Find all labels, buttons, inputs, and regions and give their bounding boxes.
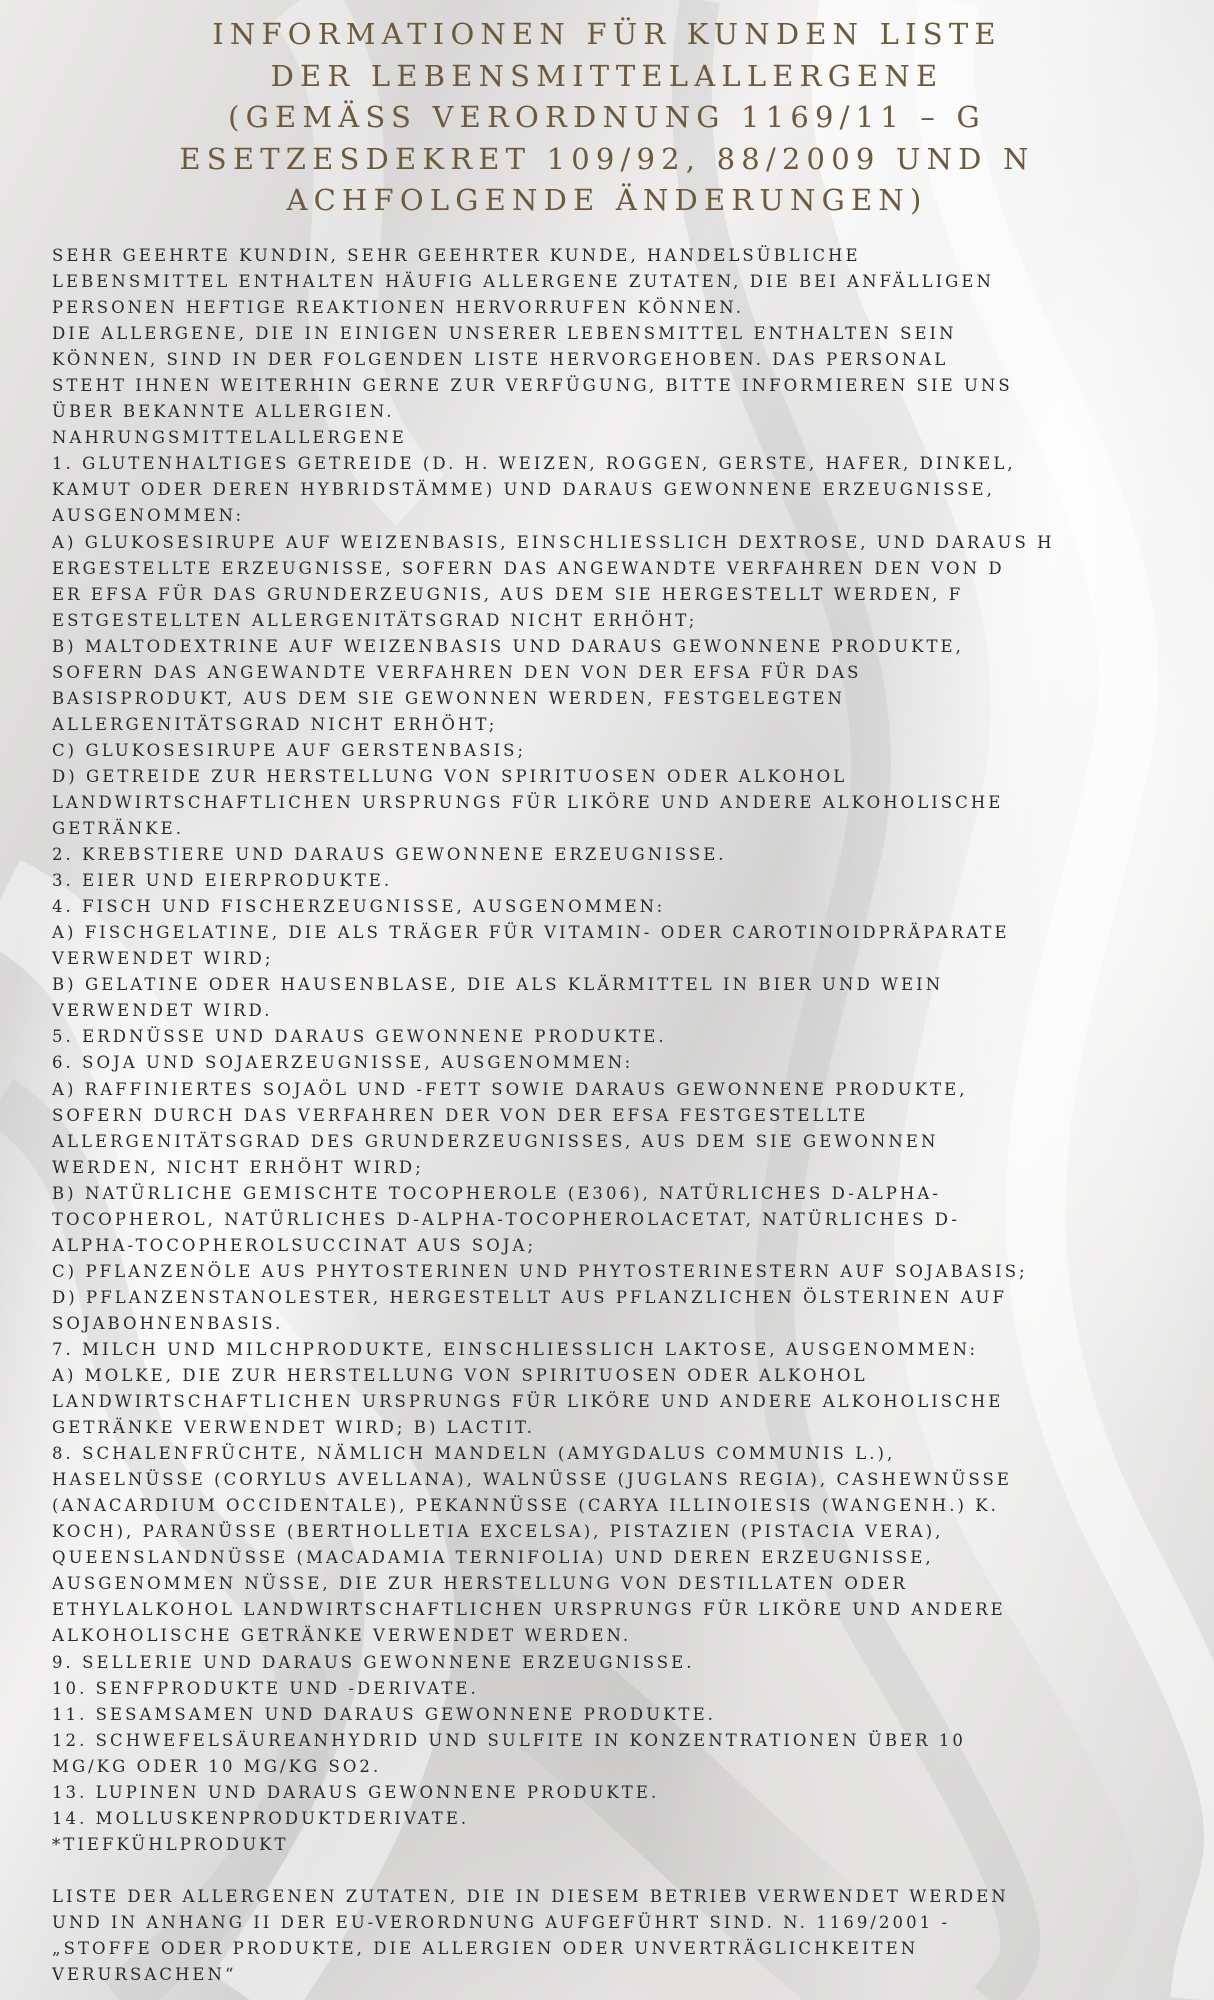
allergen-line: GETRÄNKE VERWENDET WIRD; B) LACTIT. <box>52 1418 535 1438</box>
allergen-line: BASISPRODUKT, AUS DEM SIE GEWONNEN WERDEN, FESTGELEGTEN <box>52 688 845 708</box>
footer-line: „STOFFE ODER PRODUKTE, DIE ALLERGIEN ODER UNVERTRÄGLICHKEITEN <box>52 1939 919 1959</box>
allergen-line: GETRÄNKE. <box>52 819 185 839</box>
allergen-line: 9. SELLERIE UND DARAUS GEWONNENE ERZEUGNISSE. <box>52 1652 695 1672</box>
allergen-line: HASELNÜSSE (CORYLUS AVELLANA), WALNÜSSE (JUGLANS REGIA), CASHEWNÜSSE <box>52 1470 1012 1490</box>
allergen-line: 10. SENFPRODUKTE UND -DERIVATE. <box>52 1678 479 1698</box>
allergen-line: A) GLUKOSESIRUPE AUF WEIZENBASIS, EINSCHLIESSLICH DEXTROSE, UND DARAUS H <box>52 532 1055 552</box>
allergen-line: SOJABOHNENBASIS. <box>52 1313 284 1333</box>
footer-line: LISTE DER ALLERGENEN ZUTATEN, DIE IN DIESEM BETRIEB VERWENDET WERDEN <box>52 1886 1009 1906</box>
page-title <box>107 14 1107 222</box>
allergen-line: KAMUT ODER DEREN HYBRIDSTÄMME) UND DARAUS GEWONNENE ERZEUGNISSE, <box>52 480 995 500</box>
intro-line: LEBENSMITTEL ENTHALTEN HÄUFIG ALLERGENE ZUTATEN, DIE BEI ANFÄLLIGEN <box>52 272 994 292</box>
allergen-line: ALLERGENITÄTSGRAD NICHT ERHÖHT; <box>52 714 498 734</box>
intro-line: DIE ALLERGENE, DIE IN EINIGEN UNSERER LEBENSMITTEL ENTHALTEN SEIN <box>52 324 957 344</box>
allergen-line: (ANACARDIUM OCCIDENTALE), PEKANNÜSSE (CARYA ILLINOIESIS (WANGENH.) K. <box>52 1496 999 1516</box>
title-line: ACHFOLGENDE ÄNDERUNGEN) <box>286 183 928 217</box>
allergen-line: 5. ERDNÜSSE UND DARAUS GEWONNENE PRODUKTE. <box>52 1027 667 1047</box>
allergen-line: 1. GLUTENHALTIGES GETREIDE (D. H. WEIZEN, ROGGEN, GERSTE, HAFER, DINKEL, <box>52 454 1016 474</box>
allergen-line: TOCOPHEROL, NATÜRLICHES D-ALPHA-TOCOPHEROLACETAT, NATÜRLICHES D- <box>52 1209 960 1229</box>
intro-line: SEHR GEEHRTE KUNDIN, SEHR GEEHRTER KUNDE, HANDELSÜBLICHE <box>52 246 861 265</box>
allergen-line: 7. MILCH UND MILCHPRODUKTE, EINSCHLIESSLICH LAKTOSE, AUSGENOMMEN: <box>52 1339 979 1359</box>
allergen-line: 6. SOJA UND SOJAERZEUGNISSE, AUSGENOMMEN: <box>52 1053 634 1073</box>
allergen-line: AUSGENOMMEN: <box>52 506 245 526</box>
footer-note <box>52 1884 1202 1988</box>
allergen-line: B) GELATINE ODER HAUSENBLASE, DIE ALS KLÄRMITTEL IN BIER UND WEIN <box>52 975 944 995</box>
allergen-line: AUSGENOMMEN NÜSSE, DIE ZUR HERSTELLUNG VON DESTILLATEN ODER <box>52 1574 908 1594</box>
allergen-line: ESTGESTELLTEN ALLERGENITÄTSGRAD NICHT ERHÖHT; <box>52 610 698 630</box>
allergen-line: 13. LUPINEN UND DARAUS GEWONNENE PRODUKTE. <box>52 1782 660 1802</box>
allergen-line: LANDWIRTSCHAFTLICHEN URSPRUNGS FÜR LIKÖRE UND ANDERE ALKOHOLISCHE <box>52 792 1004 812</box>
allergen-line: ER EFSA FÜR DAS GRUNDERZEUGNIS, AUS DEM SIE HERGESTELLT WERDEN, F <box>52 584 964 604</box>
allergen-line: *TIEFKÜHLPRODUKT <box>52 1834 289 1854</box>
allergen-line: 2. KREBSTIERE UND DARAUS GEWONNENE ERZEUGNISSE. <box>52 845 727 865</box>
body-text <box>52 243 1202 1988</box>
footer-line: UND IN ANHANG II DER EU-VERORDNUNG AUFGEFÜHRT SIND. N. 1169/2001 - <box>52 1913 951 1932</box>
allergen-line: SOFERN DURCH DAS VERFAHREN DER VON DER EFSA FESTGESTELLTE <box>52 1105 869 1125</box>
allergen-line: 4. FISCH UND FISCHERZEUGNISSE, AUSGENOMMEN: <box>52 897 666 917</box>
allergen-line: KOCH), PARANÜSSE (BERTHOLLETIA EXCELSA), PISTAZIEN (PISTACIA VERA), <box>52 1522 944 1542</box>
allergen-line: LANDWIRTSCHAFTLICHEN URSPRUNGS FÜR LIKÖRE UND ANDERE ALKOHOLISCHE <box>52 1392 1004 1412</box>
allergen-line: ALPHA-TOCOPHEROLSUCCINAT AUS SOJA; <box>52 1235 537 1255</box>
intro-line: STEHT IHNEN WEITERHIN GERNE ZUR VERFÜGUNG, BITTE INFORMIEREN SIE UNS <box>52 376 1013 396</box>
allergen-line: ETHYLALKOHOL LANDWIRTSCHAFTLICHEN URSPRUNGS FÜR LIKÖRE UND ANDERE <box>52 1600 1006 1620</box>
intro-line: PERSONEN HEFTIGE REAKTIONEN HERVORRUFEN KÖNNEN. <box>52 298 745 318</box>
allergen-line: C) GLUKOSESIRUPE AUF GERSTENBASIS; <box>52 740 527 760</box>
allergen-line: WERDEN, NICHT ERHÖHT WIRD; <box>52 1157 424 1177</box>
intro-line: ÜBER BEKANNTE ALLERGIEN. <box>52 402 395 422</box>
allergen-line: ERGESTELLTE ERZEUGNISSE, SOFERN DAS ANGEWANDTE VERFAHREN DEN VON D <box>52 558 1005 578</box>
allergen-line: VERWENDET WIRD; <box>52 949 274 969</box>
allergen-line: A) RAFFINIERTES SOJAÖL UND -FETT SOWIE DARAUS GEWONNENE PRODUKTE, <box>52 1079 968 1099</box>
allergen-list <box>52 451 1202 1858</box>
intro-paragraph <box>52 243 1202 425</box>
spacer <box>52 1858 1202 1884</box>
title-line: (GEMÄSS VERORDNUNG 1169/11 – G <box>228 100 986 134</box>
allergen-line: A) FISCHGELATINE, DIE ALS TRÄGER FÜR VITAMIN- ODER CAROTINOIDPRÄPARATE <box>52 923 1010 943</box>
allergen-line: D) PFLANZENSTANOLESTER, HERGESTELLT AUS PFLANZLICHEN ÖLSTERINEN AUF <box>52 1287 1008 1307</box>
intro-line: KÖNNEN, SIND IN DER FOLGENDEN LISTE HERVORGEHOBEN. DAS PERSONAL <box>52 350 949 370</box>
allergen-list-heading: NAHRUNGSMITTELALLERGENE <box>52 428 407 448</box>
title-line: DER LEBENSMITTELALLERGENE <box>270 58 944 93</box>
allergen-line: B) MALTODEXTRINE AUF WEIZENBASIS UND DARAUS GEWONNENE PRODUKTE, <box>52 636 964 656</box>
allergen-line: MG/KG ODER 10 MG/KG SO2. <box>52 1756 382 1776</box>
allergen-line: VERWENDET WIRD. <box>52 1001 273 1021</box>
allergen-line: A) MOLKE, DIE ZUR HERSTELLUNG VON SPIRITUOSEN ODER ALKOHOL <box>52 1366 868 1386</box>
title-line: ESETZESDEKRET 109/92, 88/2009 UND N <box>179 141 1035 176</box>
allergen-line: ALKOHOLISCHE GETRÄNKE VERWENDET WERDEN. <box>52 1626 632 1646</box>
allergen-line: D) GETREIDE ZUR HERSTELLUNG VON SPIRITUOSEN ODER ALKOHOL <box>52 766 848 786</box>
allergen-line: ALLERGENITÄTSGRAD DES GRUNDERZEUGNISSES, AUS DEM SIE GEWONNEN <box>52 1131 939 1151</box>
allergen-line: SOFERN DAS ANGEWANDTE VERFAHREN DEN VON DER EFSA FÜR DAS <box>52 662 862 682</box>
allergen-line: 8. SCHALENFRÜCHTE, NÄMLICH MANDELN (AMYGDALUS COMMUNIS L.), <box>52 1444 896 1464</box>
allergen-line: 14. MOLLUSKENPRODUKTDERIVATE. <box>52 1808 470 1828</box>
allergen-line: QUEENSLANDNÜSSE (MACADAMIA TERNIFOLIA) UND DEREN ERZEUGNISSE, <box>52 1548 934 1568</box>
allergen-line: B) NATÜRLICHE GEMISCHTE TOCOPHEROLE (E306), NATÜRLICHES D-ALPHA- <box>52 1183 941 1203</box>
title-line: INFORMATIONEN FÜR KUNDEN LISTE <box>212 17 1002 51</box>
allergen-line: 3. EIER UND EIERPRODUKTE. <box>52 871 393 891</box>
allergen-line: C) PFLANZENÖLE AUS PHYTOSTERINEN UND PHYTOSTERINESTERN AUF SOJABASIS; <box>52 1261 1028 1281</box>
allergen-line: 11. SESAMSAMEN UND DARAUS GEWONNENE PRODUKTE. <box>52 1704 716 1724</box>
footer-line: VERURSACHEN“ <box>52 1965 237 1985</box>
allergen-line: 12. SCHWEFELSÄUREANHYDRID UND SULFITE IN KONZENTRATIONEN ÜBER 10 <box>52 1730 966 1750</box>
